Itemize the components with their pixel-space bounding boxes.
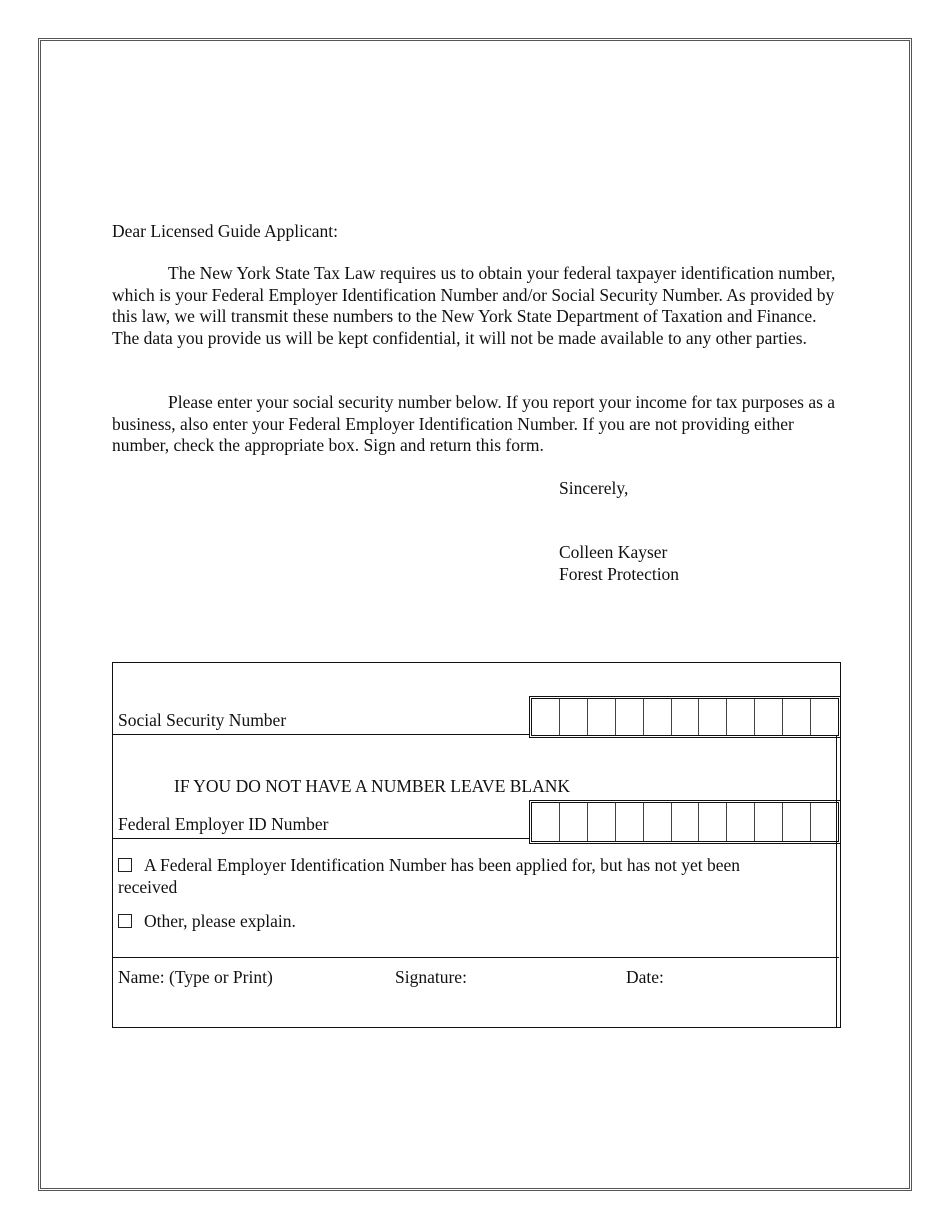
signature-field-label: Signature: bbox=[395, 967, 467, 987]
fein-digit-box[interactable] bbox=[755, 803, 783, 841]
ssn-digit-box[interactable] bbox=[727, 699, 755, 735]
closing: Sincerely, bbox=[559, 478, 629, 498]
fein-label: Federal Employer ID Number bbox=[118, 814, 329, 834]
fein-digit-box[interactable] bbox=[616, 803, 644, 841]
checkbox-fein-applied-label: A Federal Employer Identification Number has been applied for, but has not yet been received bbox=[118, 855, 741, 897]
paragraph-tax-law: The New York State Tax Law requires us to obtain your federal taxpayer identification number, which is your Federal Employer Identification Number and/or Social Security Number. As provided by this law, we will transmit these numbers to the New York State Department of Taxation and Finance. The data you provide us will be kept confidential, it will not be made available to any other parties. bbox=[112, 263, 836, 348]
no-number-note: IF YOU DO NOT HAVE A NUMBER LEAVE BLANK bbox=[174, 776, 571, 796]
checkbox-fein-applied[interactable] bbox=[118, 855, 768, 898]
fein-digit-box[interactable] bbox=[672, 803, 700, 841]
fein-digit-box[interactable] bbox=[644, 803, 672, 841]
checkbox-row-divider bbox=[112, 957, 839, 958]
fein-digit-box[interactable] bbox=[783, 803, 811, 841]
ssn-digit-box[interactable] bbox=[560, 699, 588, 735]
checkbox-other[interactable] bbox=[118, 911, 296, 933]
name-field-label: Name: (Type or Print) bbox=[118, 967, 273, 987]
ssn-digit-box[interactable] bbox=[616, 699, 644, 735]
ssn-digit-box[interactable] bbox=[672, 699, 700, 735]
salutation: Dear Licensed Guide Applicant: bbox=[112, 221, 338, 241]
ssn-digit-box[interactable] bbox=[532, 699, 560, 735]
ssn-label: Social Security Number bbox=[118, 710, 287, 730]
ssn-row-divider bbox=[112, 734, 530, 735]
fein-digit-box[interactable] bbox=[727, 803, 755, 841]
ssn-input[interactable] bbox=[529, 696, 841, 738]
ssn-digit-box[interactable] bbox=[699, 699, 727, 735]
fein-digit-box[interactable] bbox=[560, 803, 588, 841]
fein-digit-box[interactable] bbox=[811, 803, 838, 841]
ssn-digit-box[interactable] bbox=[755, 699, 783, 735]
fein-digit-box[interactable] bbox=[588, 803, 616, 841]
checkbox-other-label: Other, please explain. bbox=[144, 911, 296, 931]
fein-digit-box[interactable] bbox=[699, 803, 727, 841]
signer-department: Forest Protection bbox=[559, 564, 680, 584]
form-right-double-line bbox=[836, 736, 837, 1028]
fein-input[interactable] bbox=[529, 800, 841, 844]
checkbox-square-icon[interactable] bbox=[118, 858, 132, 872]
fein-row-divider bbox=[112, 838, 530, 839]
ssn-digit-box[interactable] bbox=[644, 699, 672, 735]
checkbox-square-icon[interactable] bbox=[118, 914, 132, 928]
fein-digit-box[interactable] bbox=[532, 803, 560, 841]
ssn-digit-box[interactable] bbox=[811, 699, 838, 735]
ssn-digit-box[interactable] bbox=[783, 699, 811, 735]
date-field-label: Date: bbox=[626, 967, 664, 987]
ssn-digit-box[interactable] bbox=[588, 699, 616, 735]
paragraph-instructions: Please enter your social security number below. If you report your income for tax purposes as a business, also enter your Federal Employer Identification Number. If you are not providing either number, check the appropriate box. Sign and return this form. bbox=[112, 392, 836, 455]
signer-name: Colleen Kayser bbox=[559, 542, 668, 562]
